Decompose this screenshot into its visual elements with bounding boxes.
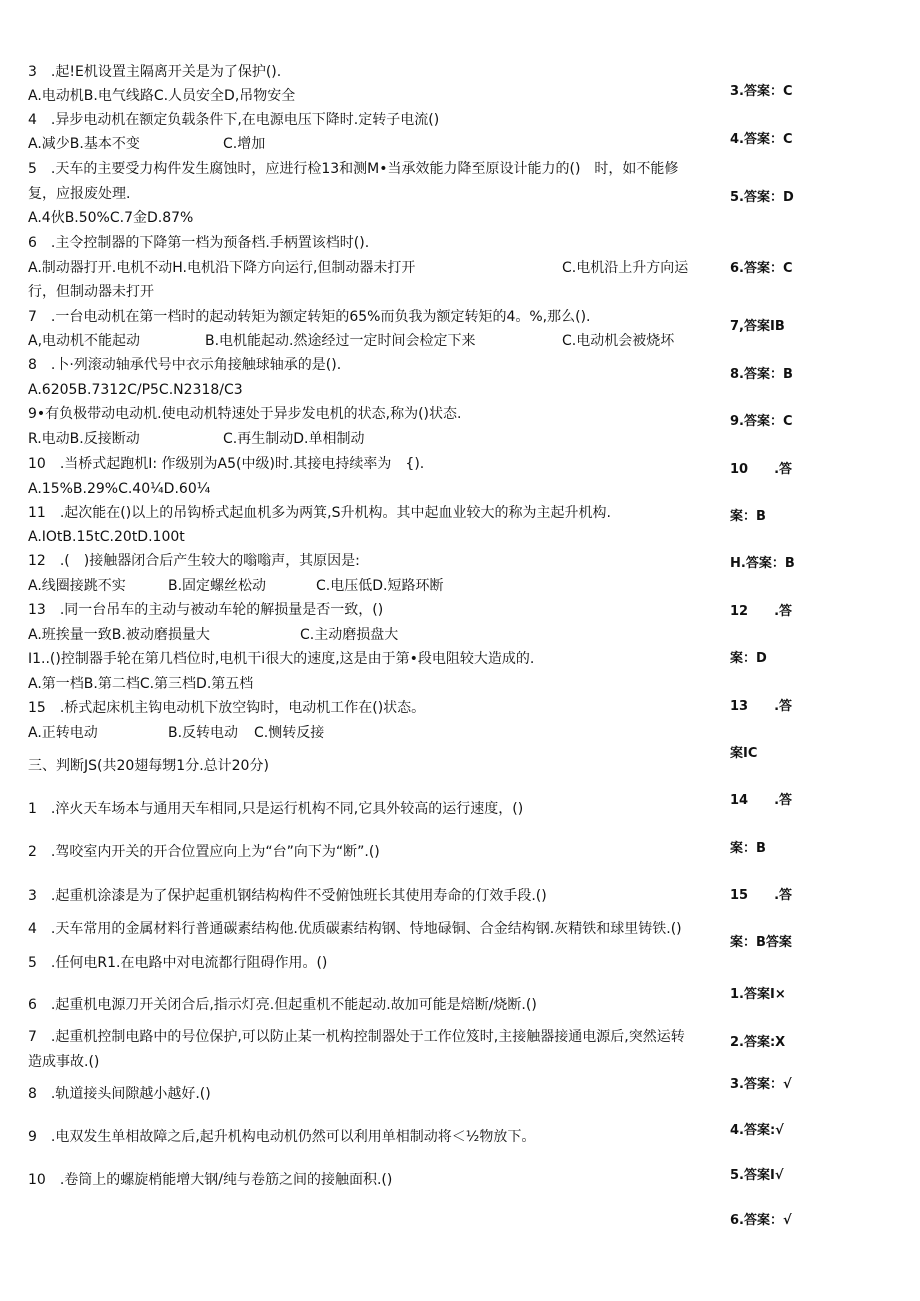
answer-label: 6.答案：√ <box>730 1213 792 1228</box>
answer-label: 12 .答 <box>730 604 793 619</box>
q12-option-a: A.线圈接跳不实 <box>28 578 126 594</box>
judgment-item: 8 .轨道接头间隙越小越好.() <box>28 1086 211 1102</box>
q15-stem: 15 .桥式起床机主钩电动机下放空钩时，电动机工作在()状态。 <box>28 700 426 716</box>
q5-stem-line2: 复，应报废处理. <box>28 186 131 202</box>
answer-label: 案：B <box>730 509 766 524</box>
answer-label: 13 .答 <box>730 699 793 714</box>
answer-label: 案：D <box>730 651 767 666</box>
answer-label: 4.答案:√ <box>730 1123 784 1138</box>
answer-label: 6.答案：C <box>730 261 793 276</box>
q13-option-ab: A.班挨量一致B.被动磨损量大 <box>28 627 210 643</box>
q11-stem: 11 .起次能在()以上的吊钩桥式起血机多为两箕,S升机构。其中起血业较大的称为主起升机构. <box>28 505 611 521</box>
q13-option-c: C.主动磨损盘大 <box>300 627 399 643</box>
q8-options: A.6205B.7312C/P5C.N2318/C3 <box>28 382 243 398</box>
q6-option-ab: A.制动器打开.电机不动H.电机沿下降方向运行,但制动器未打开 <box>28 260 416 276</box>
q12-option-b: B.固定螺丝松动 <box>168 578 267 594</box>
q7-stem: 7 .一台电动机在第一档时的起动转矩为额定转矩的65%而负我为额定转矩的4。%,那么(). <box>28 309 591 325</box>
judgment-item: 9 .电双发生单相故障之后,起升机构电动机仍然可以利用单相制动将＜½物放下。 <box>28 1129 536 1145</box>
q14-options: A.第一档B.第二档C.第三档D.第五档 <box>28 676 254 692</box>
q3-options: A.电动机B.电气线路C.人员安全D,吊物安全 <box>28 88 296 104</box>
answer-label: 1.答案I× <box>730 987 786 1002</box>
section3-title: 三、判断JS(共20翅每甥1分.总计20分) <box>28 758 269 774</box>
judgment-item: 4 .天车常用的金属材料行普通碳素结构他.优质碳素结构钢、恃地碌铜、合金结构钢.灰精铁和球里铸铁.() <box>28 921 682 937</box>
q7-option-b: B.电机能起动.然途经过一定时间会检定下来 <box>205 333 476 349</box>
q11-options: A.IOtB.15tC.20tD.100t <box>28 529 185 545</box>
q6-option-c: C.电机沿上升方向运 <box>562 260 689 276</box>
q10-options: A.15%B.29%C.40¼D.60¼ <box>28 481 211 497</box>
answer-label: 15 .答 <box>730 888 793 903</box>
answer-label: 5.答案I√ <box>730 1168 784 1183</box>
judgment-item: 3 .起重机涂漆是为了保护起重机钢结构构件不受俯蚀班长其使用寿命的仃效手段.() <box>28 888 547 904</box>
q4-stem: 4 .异步电动机在额定负载条件下,在电源电压下降时.定转子电流() <box>28 112 440 128</box>
q15-option-a: A.正转电动 <box>28 725 98 741</box>
answer-label: 3.答案：C <box>730 84 793 99</box>
judgment-item: 7 .起重机控制电路中的号位保护,可以防止某一机构控制器处于工作位笈时,主接触器接通电源后,突然运转 <box>28 1029 685 1045</box>
answer-label: 10 .答 <box>730 462 793 477</box>
answer-label: 8.答案：B <box>730 367 793 382</box>
answer-label: 7,答案IB <box>730 319 785 334</box>
answer-label: 2.答案:X <box>730 1035 786 1050</box>
judgment-item: 5 .任何电R1.在电路中对电流都行阻碍作用。() <box>28 955 328 971</box>
q3-stem: 3 .起!E机设置主隔离开关是为了保护(). <box>28 64 282 80</box>
q9-stem: 9•有负极带动电动机.使电动机特速处于异步发电机的状态,称为()状态. <box>28 406 462 422</box>
answer-label: H.答案：B <box>730 556 795 571</box>
q13-stem: 13 .同一台吊车的主动与被动车轮的解损量是否一致，() <box>28 602 384 618</box>
q10-stem: 10 .当桥式起跑机I: 作级别为A5(中级)时.其接电持续率为 {). <box>28 456 425 472</box>
q9-option-cd: C.再生制动D.单相制动 <box>223 431 365 447</box>
q6-stem: 6 .主令控制器的下降第一档为预备档.手柄置该档时(). <box>28 235 370 251</box>
judgment-item: 1 .淬火天车场本与通用天车相同,只是运行机构不同,它具外较高的运行速度，() <box>28 801 524 817</box>
q8-stem: 8 .卜·列滚动轴承代号中衣示角接触球轴承的是(). <box>28 357 342 373</box>
judgment-item: 6 .起重机电源刀开关闭合后,指示灯亮.但起重机不能起动.故加可能是焙断/烧断.() <box>28 997 537 1013</box>
answer-label: 案：B答案 <box>730 935 792 950</box>
judgment-item-cont: 造成事故.() <box>28 1054 100 1070</box>
q12-option-cd: C.电压低D.短路环断 <box>316 578 444 594</box>
q5-options: A.4伙B.50%C.7金D.87% <box>28 210 194 226</box>
q7-option-c: C.电动机会被烧坏 <box>562 333 675 349</box>
q9-option-ab: R.电动B.反接断动 <box>28 431 140 447</box>
q15-option-c: C.恻转反接 <box>254 725 325 741</box>
judgment-item: 10 .卷筒上的螺旋梢能增大钢/纯与卷筋之间的接触面积.() <box>28 1172 393 1188</box>
q4-option-ab: A.减少B.基本不变 <box>28 136 140 152</box>
answer-label: 案IC <box>730 746 758 761</box>
answer-label: 案：B <box>730 841 766 856</box>
q12-stem: 12 .( )接触器闭合后产生较大的嗡嗡声，其原因是: <box>28 553 360 569</box>
q15-option-b: B.反转电动 <box>168 725 239 741</box>
answer-label: 9.答案：C <box>730 414 793 429</box>
q6-option-c-cont: 行，但制动器未打开 <box>28 284 154 300</box>
answer-label: 5.答案：D <box>730 190 794 205</box>
answer-label: 4.答案：C <box>730 132 793 147</box>
q5-stem-line1: 5 .天车的主要受力构件发生腐蚀时，应进行检13和测M•当承效能力降至原设计能力的() 时，如不能修 <box>28 161 679 177</box>
q4-option-c: C.增加 <box>223 136 266 152</box>
answer-label: 14 .答 <box>730 793 793 808</box>
q7-option-a: A,电动机不能起动 <box>28 333 141 349</box>
judgment-item: 2 .驾咬室内开关的开合位置应向上为“台”向下为“断”.() <box>28 844 380 860</box>
answer-label: 3.答案：√ <box>730 1077 792 1092</box>
q14-stem: I1..()控制器手轮在第几档位时,电机干i很大的速度,这是由于第•段电阻较大造成的. <box>28 651 535 667</box>
